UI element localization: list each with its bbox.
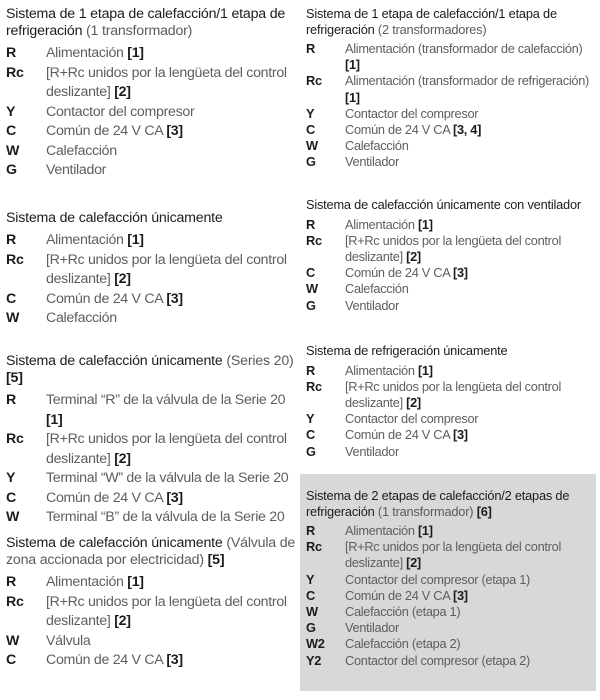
terminal-row [306,363,594,379]
terminal-label: W [6,310,20,326]
terminal-label: G [306,443,316,459]
terminal-row [306,572,590,588]
section-subtitle: (1 transformador) [377,503,474,519]
wiring-section [306,343,594,460]
terminal-description-text: Común de 24 V CA [46,489,163,506]
terminal-label: R [306,216,315,232]
terminal-row [6,122,296,142]
terminal-row [6,651,296,671]
footnote-ref: [5] [6,370,23,386]
footnote-ref: [3] [453,265,468,281]
terminal-description [345,265,594,281]
terminal-description-text: Contactor del compresor [345,411,479,427]
terminal-row [6,142,296,162]
terminal-row [6,161,296,181]
terminal-description [46,632,296,652]
terminal-description-text: Calefacción [345,281,409,297]
terminal-label: C [6,652,16,668]
terminal-row [6,309,296,329]
terminal-description [46,161,296,181]
terminal-description [345,233,594,265]
terminal-description-text: Alimentación [46,45,124,61]
terminal-label: Y [6,470,16,486]
terminal-row [306,427,594,443]
terminal-description [46,231,296,251]
terminal-label: Rc [6,593,24,610]
terminal-description [345,106,594,122]
terminal-description-text: Ventilador [345,154,399,170]
terminal-description [345,281,594,297]
terminal-description [345,444,594,460]
terminal-row [306,653,590,669]
section-subtitle: (Válvula de zona accionada por electricidad) [6,535,296,568]
terminal-label: C [6,123,16,139]
wiring-section [6,535,296,671]
terminal-description-text: Ventilador [345,297,399,313]
footnote-ref: [2] [114,84,131,100]
terminal-description [345,154,594,170]
section-title-text: Sistema de calefacción únicamente [6,210,223,226]
terminal-row [306,379,594,411]
terminal-description [46,651,296,671]
terminal-description [345,411,594,427]
terminal-description-text: Ventilador [345,620,399,636]
footnote-ref: [2] [406,555,421,571]
terminal-label: C [306,265,315,281]
footnote-ref: [2] [114,450,131,467]
terminal-label: Rc [6,431,24,447]
terminal-description [46,251,296,290]
terminal-label: Y [306,105,315,121]
terminal-row [6,231,296,251]
terminal-description-text: Común de 24 V CA [345,427,450,443]
terminal-description [345,122,594,138]
terminal-row [6,64,296,103]
terminal-description-text: [R+Rc unidos por la lengüeta del control deslizante] [345,232,561,264]
terminal-label: R [6,45,16,61]
footnote-ref: [3] [166,489,183,506]
terminal-label: Rc [306,73,322,89]
terminal-description-text: Contactor del compresor [345,105,479,121]
terminal-row [6,508,296,528]
wiring-section-highlighted [300,474,596,691]
terminal-label: R [6,574,16,590]
footnote-ref: [6] [476,503,492,519]
footnote-ref: [1] [127,232,144,248]
terminal-label: R [6,392,16,408]
terminal-description-text: Común de 24 V CA [46,290,163,307]
terminal-row [6,632,296,652]
terminal-row [6,489,296,509]
terminal-label: Rc [306,232,322,248]
terminal-row [306,265,594,281]
terminal-row [306,122,594,138]
terminal-label: C [6,489,16,506]
terminal-description [46,508,296,528]
terminal-description [46,290,296,310]
section-subtitle: (1 transformador) [86,23,193,39]
terminal-description [345,73,594,105]
terminal-description [345,588,590,604]
terminal-label: R [6,232,16,248]
terminal-description [345,604,590,620]
terminal-description-text: Contactor del compresor [46,103,195,120]
terminal-label: Y [306,571,315,587]
terminal-description-text: Ventilador [345,443,399,459]
terminal-description [46,64,296,103]
terminal-label: G [306,620,316,636]
terminal-row [306,539,590,571]
terminal-description [345,138,594,154]
terminal-description-text: Contactor del compresor (etapa 1) [345,571,530,587]
terminal-label: W2 [306,636,325,652]
terminal-label: Rc [306,378,322,394]
terminal-label: Y [306,411,315,427]
terminal-description [345,217,594,233]
footnote-ref: [2] [406,248,421,264]
terminal-description-text: Válvula [46,632,91,649]
terminal-description-text: Calefacción (etapa 1) [345,604,461,620]
terminal-row [6,251,296,290]
terminal-description-text: [R+Rc unidos por la lengüeta del control deslizante] [46,593,287,629]
terminal-row [306,636,590,652]
terminal-description [46,391,296,430]
terminal-label: W [306,604,318,620]
terminal-description [345,363,594,379]
terminal-row [306,154,594,170]
terminal-row [306,523,590,539]
terminal-row [6,573,296,593]
terminal-row [6,593,296,632]
section-title [6,6,296,40]
wiring-section [306,197,594,314]
terminal-description-text: Ventilador [46,162,107,178]
terminal-label: W [306,281,318,297]
terminal-row [6,391,296,430]
terminal-label: R [306,362,315,378]
footnote-ref: [2] [406,394,421,410]
terminal-description-text: Calefacción [46,142,117,159]
wiring-section [6,6,296,181]
footnote-ref: [2] [114,613,131,629]
section-title [6,535,296,569]
terminal-row [306,588,590,604]
terminal-description-text: Alimentación (transformador de calefacción) [345,41,583,56]
terminal-label: W [6,509,20,525]
terminal-description [46,103,296,123]
terminal-description [345,523,590,539]
terminal-label: Rc [6,64,24,81]
terminal-row [306,233,594,265]
terminal-description-text: [R+Rc unidos por la lengüeta del control deslizante] [345,378,561,410]
section-title-text: Sistema de calefacción únicamente [6,353,223,369]
terminal-description [46,430,296,469]
terminal-label: C [6,290,16,307]
terminal-description [345,41,594,73]
terminal-row [306,281,594,297]
terminal-label: Y2 [306,652,322,668]
wiring-section [6,210,296,329]
section-title [306,6,594,37]
terminal-row [6,430,296,469]
footnote-ref: [1] [127,45,144,61]
footnote-ref: [1] [417,216,433,232]
terminal-description-text: [R+Rc unidos por la lengüeta del control deslizante] [345,539,561,571]
terminal-row [6,290,296,310]
terminal-description-text: [R+Rc unidos por la lengüeta del control deslizante] [46,431,287,467]
terminal-label: Rc [6,251,24,268]
terminal-description-text: Común de 24 V CA [46,123,163,139]
section-title-text: Sistema de 1 etapa de calefacción/1 etapa de refrigeración [6,6,286,39]
terminal-label: Y [6,103,16,120]
footnote-ref: [1] [345,57,360,73]
terminal-row [306,604,590,620]
terminal-description-text: [R+Rc unidos por la lengüeta del control deslizante] [46,64,287,100]
terminal-row [306,41,594,73]
terminal-description-text: Alimentación [46,232,124,248]
terminal-description-text: Alimentación (transformador de refrigeración) [345,73,589,89]
footnote-ref: [1] [345,89,360,105]
terminal-description [46,122,296,142]
terminal-label: C [306,587,315,603]
terminal-row [6,103,296,123]
terminal-row [6,469,296,489]
terminal-description [345,572,590,588]
section-title-text: Sistema de calefacción únicamente [6,535,223,551]
terminal-row [306,298,594,314]
terminal-label: W [306,138,318,154]
terminal-description [46,44,296,64]
terminal-description [345,620,590,636]
terminal-description-text: Calefacción (etapa 2) [345,636,461,652]
footnote-ref: [1] [46,411,63,428]
terminal-description [345,379,594,411]
terminal-description-text: Terminal “B” de la válvula de la Serie 20 [46,509,285,525]
terminal-description-text: Calefacción [46,310,117,326]
terminal-label: W [6,632,20,649]
wiring-section [306,6,594,171]
footnote-ref: [3] [166,123,183,139]
terminal-label: G [6,162,17,178]
section-title [306,343,594,359]
footnote-ref: [3, 4] [453,122,482,138]
footnote-ref: [1] [417,362,433,378]
footnote-ref: [3] [453,587,468,603]
terminal-description [46,593,296,632]
terminal-row [306,411,594,427]
terminal-label: Rc [306,539,322,555]
section-title-text: Sistema de 2 etapas de calefacción/2 etapas de refrigeración [306,488,570,519]
terminal-description-text: Contactor del compresor (etapa 2) [345,652,530,668]
terminal-description-text: Común de 24 V CA [46,652,163,668]
terminal-row [306,106,594,122]
terminal-row [6,44,296,64]
section-subtitle: (2 transformadores) [377,21,487,37]
terminal-description-text: Calefacción [345,138,409,154]
terminal-description [46,469,296,489]
terminal-label: C [306,427,315,443]
terminal-description-text: Terminal “W” de la válvula de la Serie 20 [46,470,289,486]
terminal-row [306,620,590,636]
terminal-description [345,298,594,314]
footnote-ref: [3] [166,652,183,668]
terminal-description-text: Alimentación [345,362,415,378]
footnote-ref: [5] [207,552,225,568]
terminal-row [306,444,594,460]
section-title-text: Sistema de 1 etapa de calefacción/1 etapa de refrigeración [306,6,557,37]
terminal-description-text: Alimentación [46,574,124,590]
terminal-label: R [306,41,315,56]
terminal-description-text: [R+Rc unidos por la lengüeta del control deslizante] [46,251,287,287]
terminal-description-text: Alimentación [345,216,415,232]
terminal-label: G [306,154,316,170]
footnote-ref: [3] [453,427,468,443]
terminal-description [345,653,590,669]
terminal-description [345,427,594,443]
section-subtitle: (Series 20) [226,353,294,369]
terminal-label: C [306,122,315,138]
footnote-ref: [1] [127,574,144,590]
terminal-description-text: Común de 24 V CA [345,587,450,603]
terminal-description [345,636,590,652]
section-title [6,353,296,387]
footnote-ref: [3] [166,290,183,307]
terminal-description [46,489,296,509]
section-title [6,210,296,227]
section-title [306,488,590,519]
footnote-ref: [1] [417,523,433,538]
terminal-description [46,142,296,162]
section-title-text: Sistema de refrigeración únicamente [306,343,508,358]
terminal-description [345,539,590,571]
terminal-description [46,573,296,593]
wiring-section [6,353,296,528]
terminal-label: G [306,297,316,313]
terminal-description [46,309,296,329]
terminal-row [306,138,594,154]
terminal-description-text: Común de 24 V CA [345,122,450,138]
footnote-ref: [2] [114,271,131,287]
terminal-label: R [306,523,315,538]
terminal-description-text: Alimentación [345,523,415,538]
terminal-description-text: Terminal “R” de la válvula de la Serie 20 [46,392,286,408]
terminal-row [306,217,594,233]
terminal-label: W [6,142,20,159]
section-title [306,197,594,213]
terminal-description-text: Común de 24 V CA [345,265,450,281]
terminal-row [306,73,594,105]
section-title-text: Sistema de calefacción únicamente con ventilador [306,197,581,212]
